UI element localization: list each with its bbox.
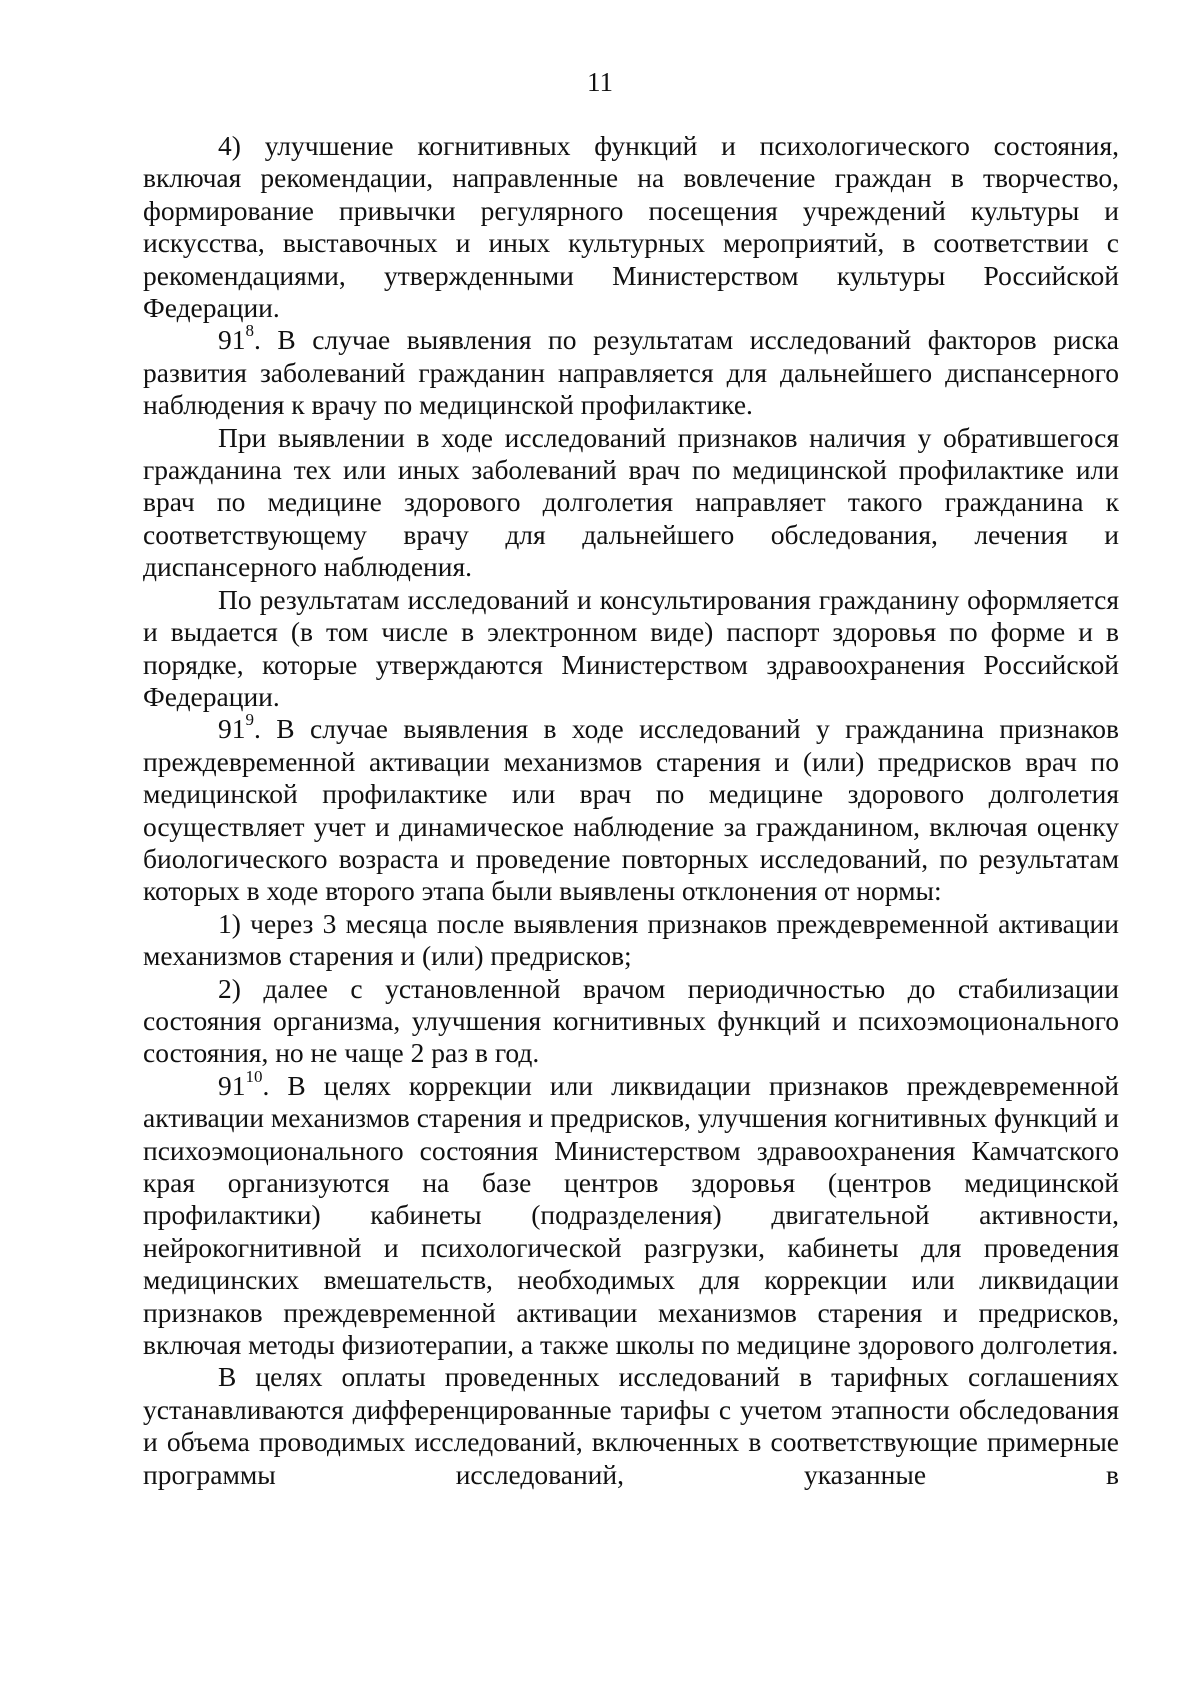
paragraph-number-superscript: 10 bbox=[245, 1066, 263, 1086]
paragraph-number-superscript: 8 bbox=[245, 321, 254, 341]
document-body bbox=[143, 130, 1119, 1491]
paragraph-text: По результатам исследований и консультирования гражданину оформляется и выдается (в том числе в электронном виде) паспорт здоровья по форме и в порядке, которые утверждаются Министерством здравоохранения Российской Федерации. bbox=[143, 583, 1119, 712]
paragraph-referral bbox=[143, 422, 1119, 584]
paragraph-number: 91 bbox=[218, 1069, 246, 1101]
paragraph-number: 91 bbox=[218, 713, 246, 745]
paragraph-91-8 bbox=[143, 321, 1119, 421]
paragraph-list-item-2 bbox=[143, 973, 1119, 1070]
paragraph-text: . В целях коррекции или ликвидации признаков преждевременной активации механизмов старения и предрисков, улучшения когнитивных функций и психоэмоционального состояния Министерством здравоохранения Камчатского края организуются на базе центров здоровья (центров медицинской профилактики) кабинеты (подразделения) двигательной активности, нейрокогнитивной и психологической разгрузки, кабинеты для проведения медицинских вмешательств, необходимых для коррекции или ликвидации признаков преждевременной активации механизмов старения и предрисков, включая методы физиотерапии, а также школы по медицине здорового долголетия. bbox=[143, 1069, 1119, 1361]
page-number: 11 bbox=[587, 67, 613, 97]
paragraph-text: В целях оплаты проведенных исследований в тарифных соглашениях устанавливаются дифференцированные тарифы с учетом этапности обследования и объема проводимых исследований, включенных в соответствующие примерные программы исследований, указанные в bbox=[143, 1361, 1119, 1490]
paragraph-text: 4) улучшение когнитивных функций и психологического состояния, включая рекомендации, направленные на вовлечение граждан в творчество, формирование привычки регулярного посещения учреждений культуры и искусства, выставочных и иных культурных мероприятий, в соответствии с рекомендациями, утвержденными Министерством культуры Российской Федерации. bbox=[143, 130, 1119, 324]
paragraph-91-10 bbox=[143, 1066, 1119, 1362]
paragraph-tariffs bbox=[143, 1361, 1119, 1491]
paragraph-text: При выявлении в ходе исследований признаков наличия у обратившегося гражданина тех или иных заболеваний врач по медицинской профилактике или врач по медицине здорового долголетия направляет такого гражданина к соответствующему врачу для дальнейшего обследования, лечения и диспансерного наблюдения. bbox=[143, 421, 1119, 583]
paragraph-91-9 bbox=[143, 710, 1119, 907]
paragraph-number: 91 bbox=[218, 324, 246, 356]
paragraph-item-4 bbox=[143, 130, 1119, 324]
paragraph-text: 1) через 3 месяца после выявления признаков преждевременной активации механизмов старения и (или) предрисков; bbox=[143, 907, 1119, 972]
paragraph-text: . В случае выявления по результатам исследований факторов риска развития заболеваний гражданин направляется для дальнейшего диспансерного наблюдения к врачу по медицинской профилактике. bbox=[143, 324, 1119, 421]
paragraph-list-item-1 bbox=[143, 908, 1119, 973]
paragraph-number-superscript: 9 bbox=[245, 710, 254, 730]
paragraph-text: . В случае выявления в ходе исследований у гражданина признаков преждевременной активации механизмов старения и (или) предрисков врач по медицинской профилактике или врач по медицине здорового долголетия осуществляет учет и динамическое наблюдение за гражданином, включая оценку биологического возраста и проведение повторных исследований, по результатам которых в ходе второго этапа были выявлены отклонения от нормы: bbox=[143, 713, 1119, 907]
paragraph-text: 2) далее с установленной врачом периодичностью до стабилизации состояния организма, улучшения когнитивных функций и психоэмоционального состояния, но не чаще 2 раз в год. bbox=[143, 972, 1119, 1069]
paragraph-health-passport bbox=[143, 584, 1119, 714]
